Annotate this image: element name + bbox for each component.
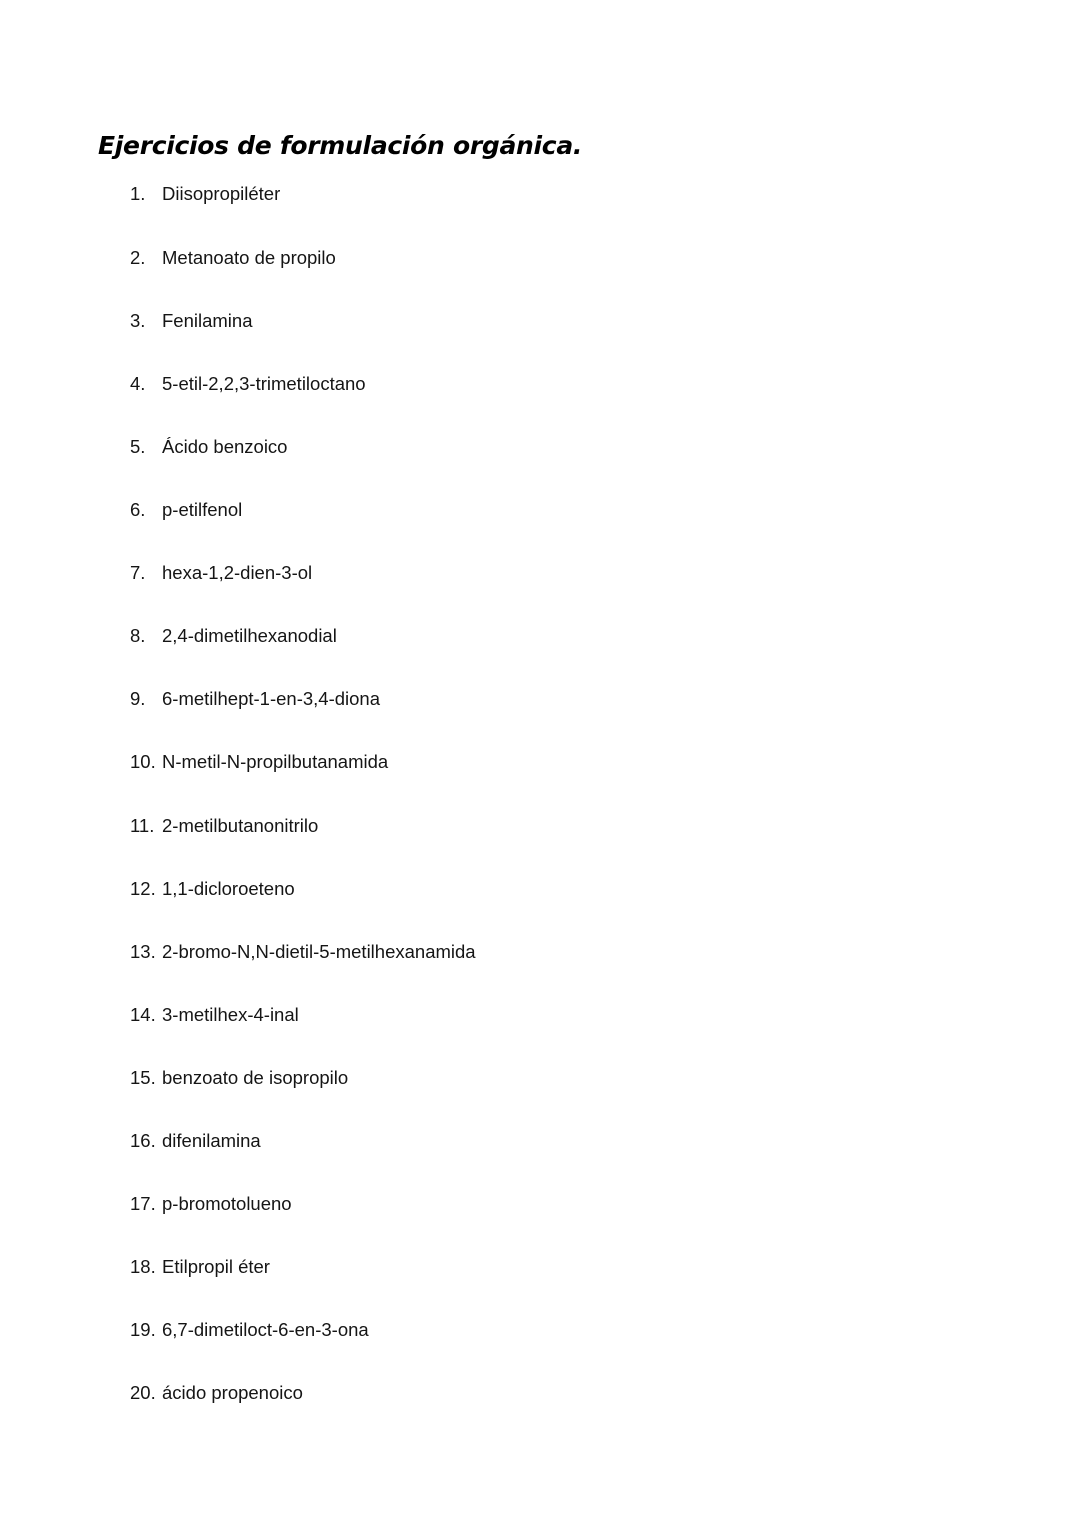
list-item (130, 498, 242, 522)
item-text: Metanoato de propilo (162, 247, 336, 268)
item-number: 1. (130, 183, 146, 204)
list-item (130, 1192, 292, 1216)
item-text: 2,4-dimetilhexanodial (162, 625, 337, 646)
item-number: 4. (130, 373, 146, 394)
item-number: 16. (130, 1130, 156, 1151)
list-item (130, 1318, 369, 1342)
item-number: 20. (130, 1382, 156, 1403)
item-text: 1,1-dicloroeteno (162, 878, 295, 899)
item-number: 12. (130, 878, 156, 899)
item-number: 5. (130, 436, 146, 457)
item-text: Etilpropil éter (162, 1256, 270, 1277)
list-item (130, 814, 318, 838)
item-text: Ácido benzoico (162, 436, 288, 457)
list-item (130, 687, 380, 711)
list-item (130, 1003, 299, 1027)
list-item (130, 182, 280, 206)
item-number: 7. (130, 562, 146, 583)
item-text: 2-metilbutanonitrilo (162, 815, 319, 836)
item-number: 13. (130, 941, 156, 962)
list-item (130, 561, 312, 585)
list-item (130, 1129, 261, 1153)
list-item (130, 624, 337, 648)
item-text: p-bromotolueno (162, 1193, 292, 1214)
item-text: 6,7-dimetiloct-6-en-3-ona (162, 1319, 369, 1340)
list-item (130, 435, 287, 459)
item-number: 9. (130, 688, 146, 709)
item-number: 11. (130, 815, 155, 836)
list-item (130, 1066, 348, 1090)
item-text: benzoato de isopropilo (162, 1067, 349, 1088)
item-number: 14. (130, 1004, 156, 1025)
item-text: 2-bromo-N,N-dietil-5-metilhexanamida (162, 941, 476, 962)
item-text: Fenilamina (162, 310, 253, 331)
item-text: 5-etil-2,2,3-trimetiloctano (162, 373, 366, 394)
list-item (130, 940, 476, 964)
list-item (130, 877, 295, 901)
item-text: ácido propenoico (162, 1382, 303, 1403)
item-number: 6. (130, 499, 146, 520)
item-text: Diisopropiléter (162, 183, 281, 204)
item-number: 8. (130, 625, 146, 646)
item-number: 18. (130, 1256, 156, 1277)
list-item (130, 1381, 303, 1405)
item-number: 10. (130, 751, 156, 772)
list-item (130, 372, 366, 396)
item-number: 17. (130, 1193, 156, 1214)
list-item (130, 1255, 270, 1279)
item-number: 15. (130, 1067, 156, 1088)
list-item (130, 750, 388, 774)
item-text: N-metil-N-propilbutanamida (162, 751, 389, 772)
list-item (130, 246, 336, 270)
item-text: 3-metilhex-4-inal (162, 1004, 299, 1025)
item-number: 19. (130, 1319, 156, 1340)
page-title: Ejercicios de formulación orgánica. (98, 131, 583, 160)
item-text: hexa-1,2-dien-3-ol (162, 562, 313, 583)
item-text: difenilamina (162, 1130, 261, 1151)
list-item (130, 309, 253, 333)
item-text: p-etilfenol (162, 499, 243, 520)
item-number: 3. (130, 310, 146, 331)
item-text: 6-metilhept-1-en-3,4-diona (162, 688, 381, 709)
item-number: 2. (130, 247, 146, 268)
